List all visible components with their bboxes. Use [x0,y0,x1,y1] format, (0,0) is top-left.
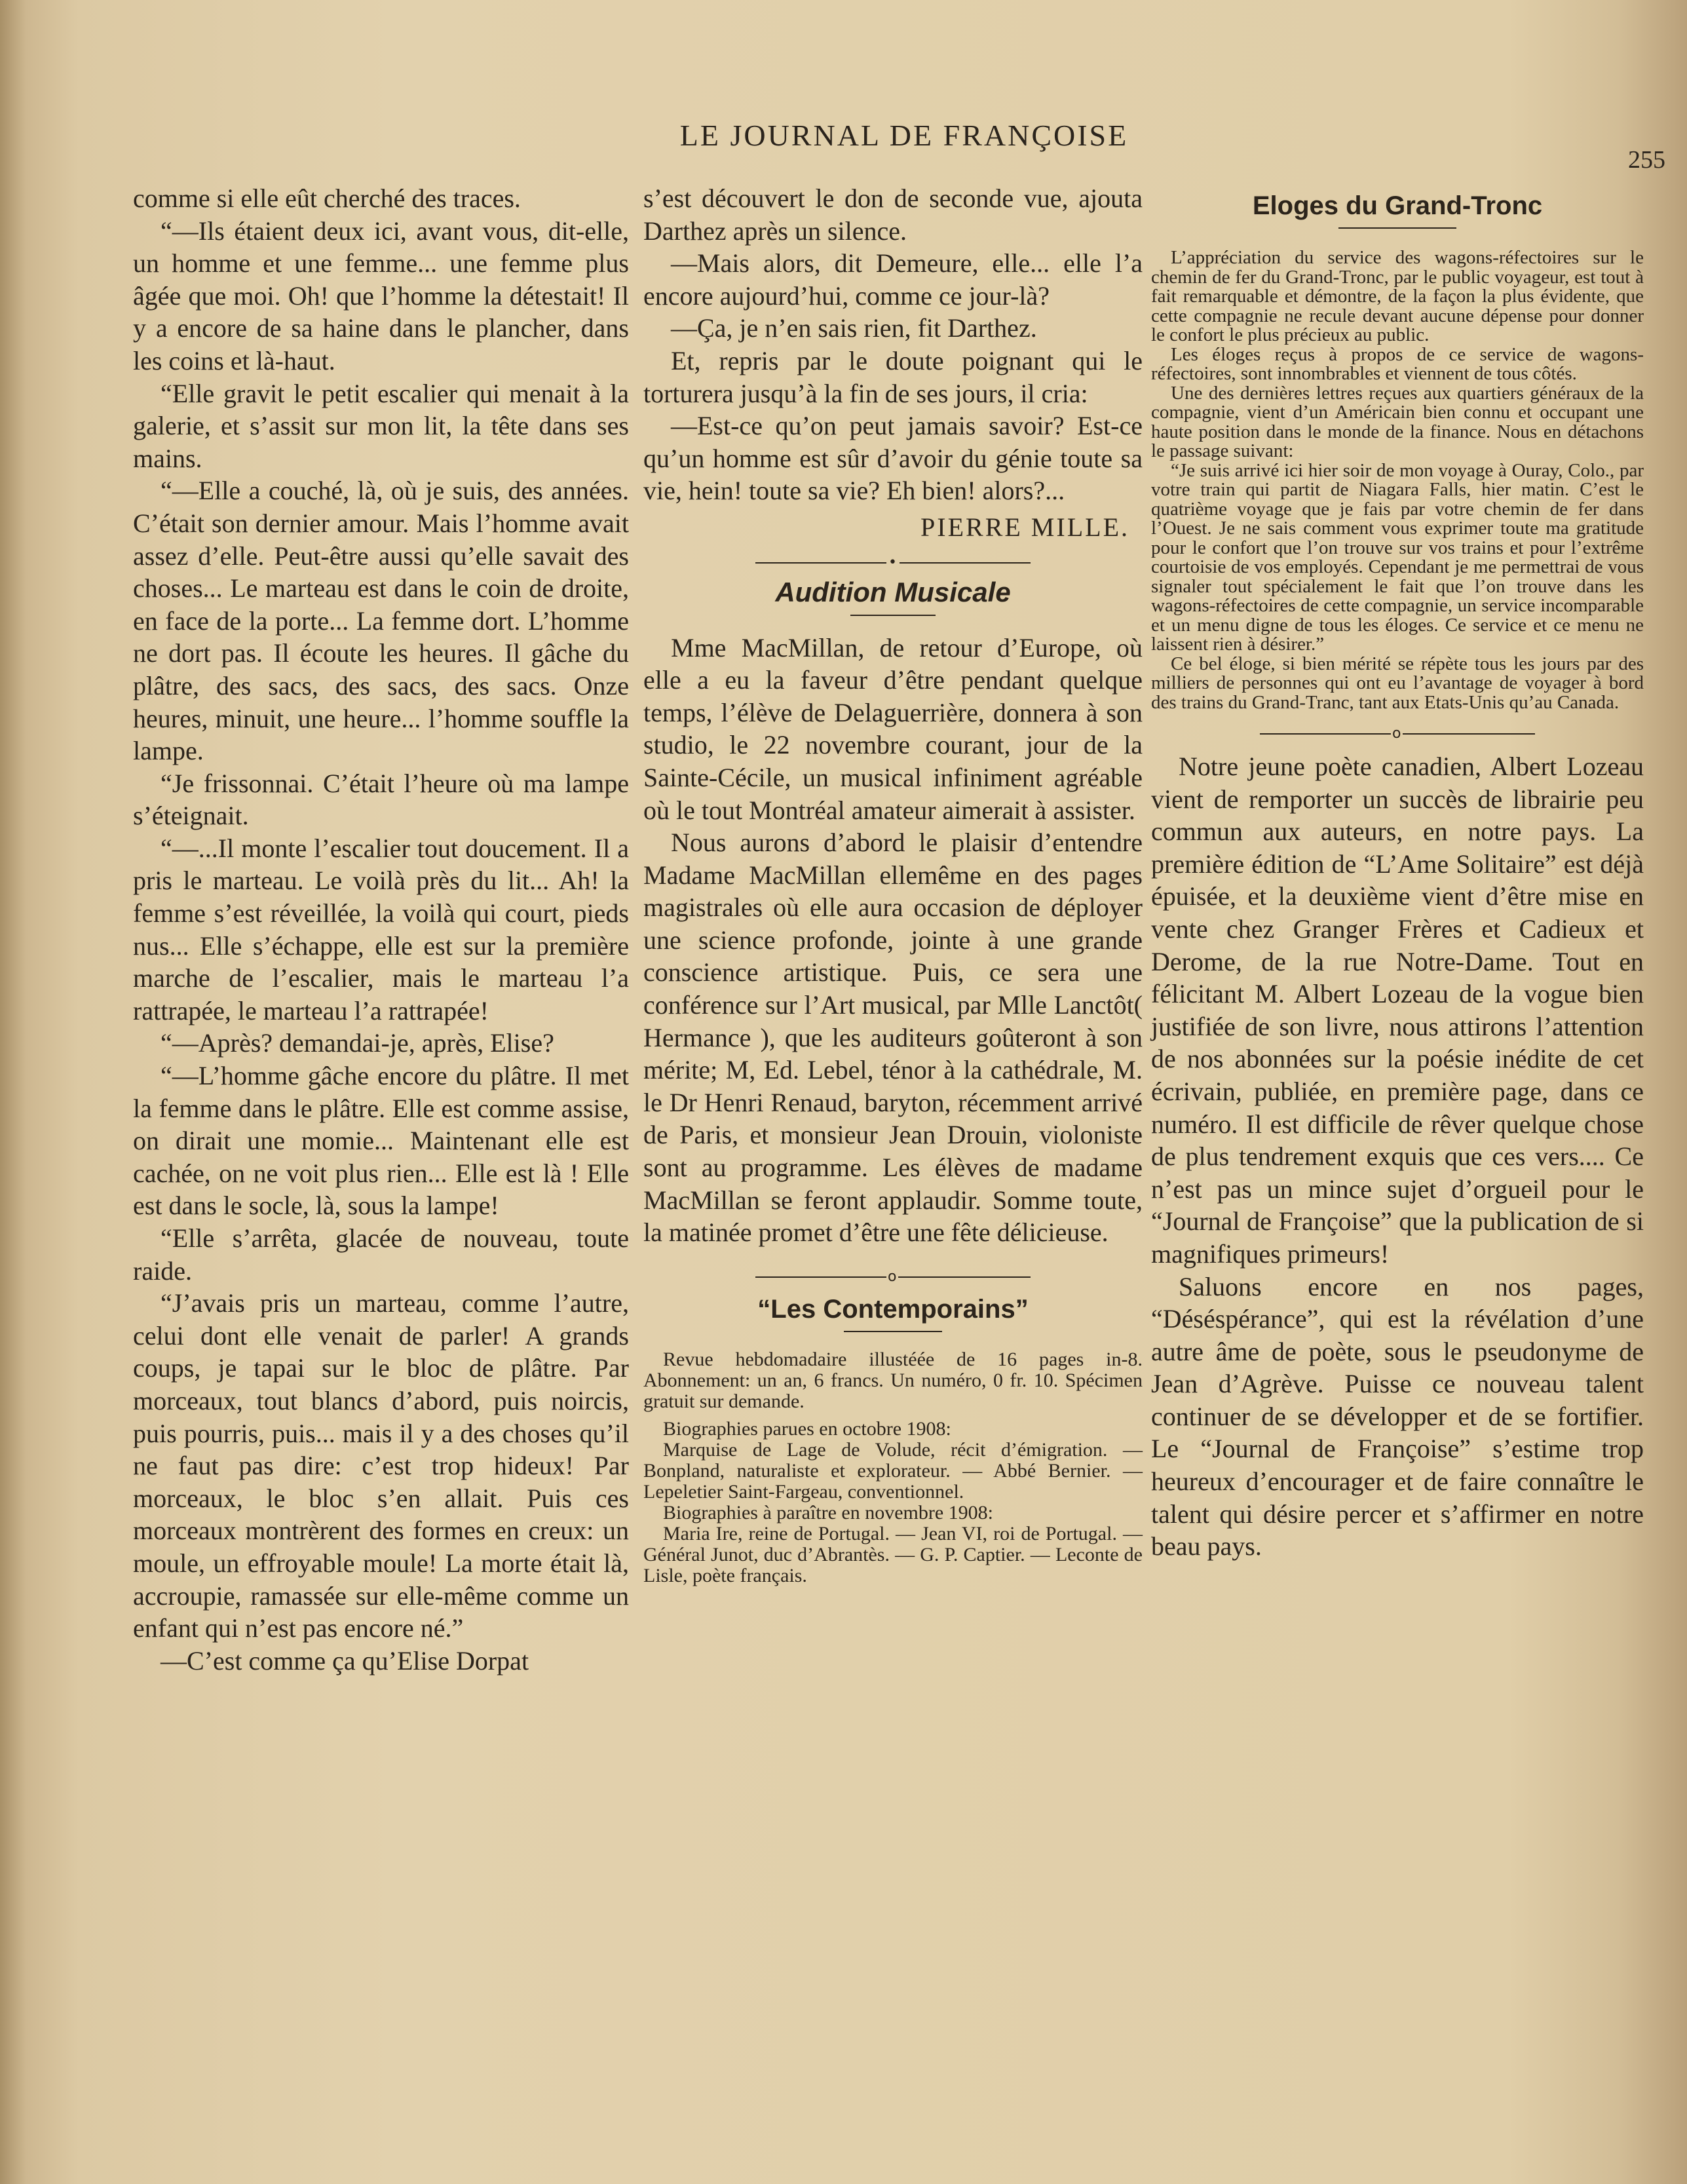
list-text: Maria Ire, reine de Portugal. — Jean VI, roi de Portugal. — Général Junot, duc d’Abrantès. — G. P. Captier. — Leconte de Lisle, poète français. [643,1522,1143,1586]
paragraph: Une des dernières lettres reçues aux quartiers généraux de la compagnie, vient d’un Américain bien connu et occupant une haute position dans le monde de la finance. Nous en détachons le passage suivant: [1151,382,1644,461]
paragraph: “—Après? demandai-je, après, Elise? [161,1028,554,1058]
paragraph: Et, repris par le doute poignant qui le torturera jusqu’à la fin de ses jours, il cria: [643,345,1143,408]
title-underline [844,1331,942,1332]
list-text: Marquise de Lage de Volude, récit d’émigration. — Bonpland, naturaliste et explorateur. — Abbé Bernier. — Lepeletier Saint-Fargeau, conventionnel. [643,1438,1143,1503]
paragraph: “—L’homme gâche encore du plâtre. Il met la femme dans le plâtre. Elle est comme assise, on dirait une momie... Maintenant elle est cachée, on ne voit plus rien... Elle est là ! Elle est dans le socle, là, sous la lampe! [133,1061,629,1221]
paragraph: L’appréciation du service des wagons-réfectoires sur le chemin de fer du Grand-Tronc, par le public voyageur, est tout à fait remarquable et démontre, de la façon la plus évidente, que cette compagnie ne recule devant aucune dépense pour donner le confort le plus précieux au public. [1151,247,1644,345]
paragraph: Revue hebdomadaire illustéée de 16 pages in-8. Abonnement: un an, 6 francs. Un numéro, 0 fr. 10. Spécimen gratuit sur demande. [643,1348,1143,1412]
paragraph: Saluons encore en nos pages, “Déséspérance”, qui est la révélation d’une autre âme de poète, sous le pseudonyme de Jean d’Agrève. Puisse ce nouveau talent continuer de se développer et de se fortifier. Le “Journal de Françoise” s’estime trop heureux d’encourager et de faire connaître le talent qui désire percer et s’affirmer en notre beau pays. [1151,1271,1644,1561]
column-2 [643,182,1143,1586]
paragraph: Ce bel éloge, si bien mérité se répète tous les jours par des milliers de personnes qui ont eu l’avantage de voyager à bord des trains du Grand-Tranc, tant aux Etats-Unis qu’au Canada. [1151,653,1644,713]
paragraph: “—...Il monte l’escalier tout doucement. Il a pris le marteau. Le voilà près du lit... Ah! la femme s’est réveillée, la voilà qui court, pieds nus... Elle s’échappe, elle est sur la première marche de l’escalier, mais le marteau l’a rattrapée, le marteau l’a rattrapée! [133,833,629,1025]
paragraph: Mme MacMillan, de retour d’Europe, où elle a eu la faveur d’être pendant quelque temps, l’élève de Delaguerrière, donnera à son studio, le 22 novembre courant, jour de la Sainte-Cécile, un musical infiniment agréable où le tout Montréal amateur aimerait à assister. [643,632,1143,825]
ornamental-rule: o [1260,727,1535,741]
paragraph: Notre jeune poète canadien, Albert Lozeau vient de remporter un succès de librairie peu commun aux auteurs, en notre pays. La première édition de “L’Ame Solitaire” est déjà épuisée, et la deuxième vient d’être mise en vente chez Granger Frères et Cadieux et Derome, de la rue Notre-Dame. Tout en félicitant M. Albert Lozeau de la vogue bien justifiée de son livre, nous attirons l’attention de nos abonnées sur la poésie inédite de cet écrivain, publiée, en première page, dans ce numéro. Il est difficile de rêver quelque chose de plus tendrement exquis que ces vers.... Ce n’est pas un mince sujet d’orgueil pour le “Journal de Françoise” que la publication de si magnifiques primeurs! [1151,752,1644,1269]
paragraph: “Je suis arrivé ici hier soir de mon voyage à Ouray, Colo., par votre train qui partit de Niagara Falls, hier matin. C’est le quatrième voyage que je fais par votre chemin de fer dans l’Ouest. Je ne sais comment vous exprimer toute ma gratitude pour le confort que l’on trouve sur vos trains et pour l’extrême courtoisie de vos employés. Cependant je me permettrai de vous signaler tout spécialement le fait que l’on trouve dans les wagons-réfectoires de cette compagnie, un service incomparable et un menu digne de tous les éloges. Ce service et ce menu ne laissent rien à désirer.” [1151,459,1644,655]
page-number: 255 [1628,146,1665,174]
ornamental-rule: • [755,556,1031,570]
paragraph: “Elle gravit le petit escalier qui menait à la galerie, et s’assit sur mon lit, la tête dans ses mains. [133,378,629,473]
author-signature: PIERRE MILLE. [920,512,1129,542]
paragraph: —Mais alors, dit Demeure, elle... elle l’a encore aujourd’hui, comme ce jour-là? [643,248,1143,311]
paragraph: Nous aurons d’abord le plaisir d’entendre Madame MacMillan ellemême en des pages magistrales où elle aura occasion de déployer une science profonde, jointe à une grande conscience artistique. Puis, ce sera une conférence sur l’Art musical, par Mlle Lanctôt( Hermance ), que les auditeurs goûteront à son mérite; M, Ed. Lebel, ténor à la cathédrale, M. le Dr Henri Renaud, baryton, récemment arrivé de Paris, et monsieur Jean Drouin, violoniste sont au programme. Les élèves de madame MacMillan se feront applaudir. Somme toute, la matinée promet d’être une fête délicieuse. [643,828,1143,1248]
section-title-eloges: Eloges du Grand-Tronc [1252,191,1543,220]
section-title-contemporains: “Les Contemporains” [757,1294,1029,1324]
running-head: LE JOURNAL DE FRANÇOISE [679,119,1129,152]
paragraph: “Elle s’arrêta, glacée de nouveau, toute raide. [133,1223,629,1286]
column-3 [1151,182,1644,1563]
paragraph: s’est découvert le don de seconde vue, ajouta Darthez après un silence. [643,183,1143,246]
paragraph: —Est-ce qu’on peut jamais savoir? Est-ce qu’un homme est sûr d’avoir du génie toute sa vie, hein! toute sa vie? Eh bien! alors?... [643,411,1143,506]
paragraph: —Ça, je n’en sais rien, fit Darthez. [671,313,1037,343]
paragraph: —C’est comme ça qu’Elise Dorpat [161,1645,529,1676]
paragraph: “J’avais pris un marteau, comme l’autre, celui dont elle venait de parler! A grands coups, je tapai sur le bloc de plâtre. Par morceaux, tout blancs d’abord, puis noircis, puis pourris, puis... mais il y a des choses qu’il ne faut pas dire: c’est trop hideux! Par morceaux, le bloc s’en allait. Puis ces morceaux montrèrent des formes en creux: un moule, un effroyable moule! La morte était là, accroupie, ramassée sur elle-même comme un enfant qui n’est pas encore né.” [133,1288,629,1643]
paragraph: “Je frissonnai. C’était l’heure où ma lampe s’éteignait. [133,768,629,831]
column-1 [133,182,629,1677]
ornamental-rule: o [755,1270,1031,1284]
title-underline [1338,227,1456,229]
paragraph: Les éloges reçus à propos de ce service de wagons-réfectoires, sont innombrables et viennent de tous côtés. [1151,343,1644,384]
list-heading: Biographies parues en octobre 1908: [663,1417,951,1440]
paragraph: “—Elle a couché, là, où je suis, des années. C’était son dernier amour. Mais l’homme avait assez d’elle. Peut-être aussi qu’elle savait des choses... Le marteau est dans le coin de droite, en face de la porte... La femme dort. L’homme ne dort pas. Il écoute les heures. Il gâche du plâtre, des sacs, des sacs, des sacs. Onze heures, minuit, une heure... l’homme souffle la lampe. [133,476,629,766]
section-title-audition: Audition Musicale [775,576,1011,607]
paragraph: comme si elle eût cherché des traces. [133,183,521,213]
paragraph: “—Ils étaient deux ici, avant vous, dit-elle, un homme et une femme... une femme plus âgée que moi. Oh! que l’homme la détestait! Il y a encore de sa haine dans le plancher, dans les coins et là-haut. [133,216,629,375]
list-heading: Biographies à paraître en novembre 1908: [663,1501,993,1523]
title-underline [850,615,936,616]
